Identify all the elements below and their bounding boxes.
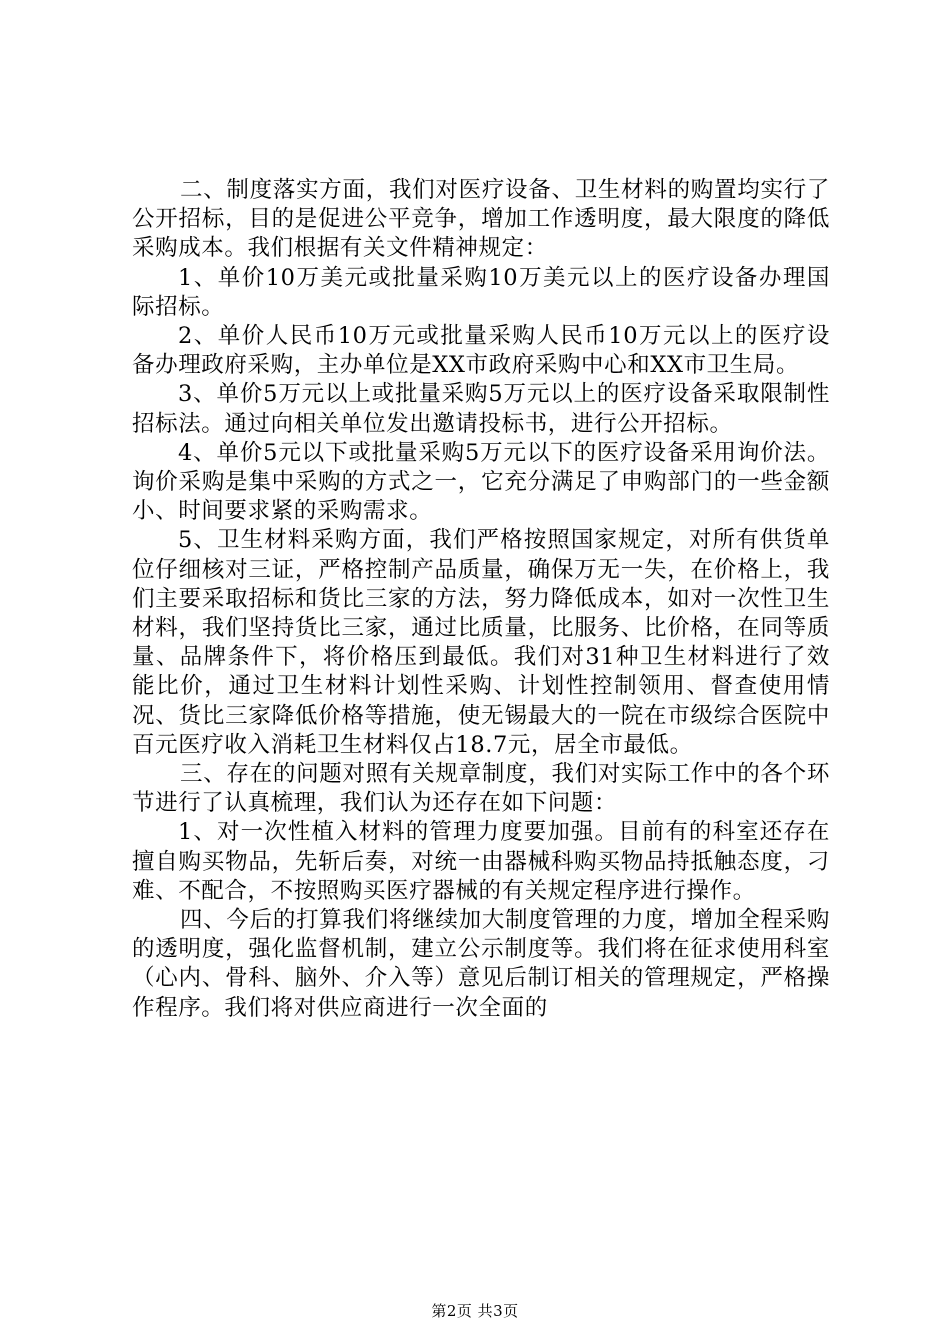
page-number-footer: 第2页 共3页 xyxy=(431,1302,519,1320)
paragraph-item-3: 3、单价5万元以上或批量采购5万元以上的医疗设备采取限制性招标法。通过向相关单位发出邀请投标书，进行公开招标。 xyxy=(132,381,830,437)
paragraph-item-1: 1、单价10万美元或批量采购10万美元以上的医疗设备办理国际招标。 xyxy=(132,264,830,320)
paragraph-item-4: 4、单价5元以下或批量采购5万元以下的医疗设备采用询价法。询价采购是集中采购的方式之一，它充分满足了申购部门的一些金额小、时间要求紧的采购需求。 xyxy=(132,439,830,525)
paragraph-item-2: 2、单价人民币10万元或批量采购人民币10万元以上的医疗设备办理政府采购，主办单位是XX市政府采购中心和XX市卫生局。 xyxy=(132,323,830,379)
paragraph-section-three: 三、存在的问题对照有关规章制度，我们对实际工作中的各个环节进行了认真梳理，我们认为还存在如下问题： xyxy=(132,761,830,817)
document-body xyxy=(132,176,830,1023)
paragraph-section-four: 四、今后的打算我们将继续加大制度管理的力度，增加全程采购的透明度，强化监督机制，建立公示制度等。我们将在征求使用科室（心内、骨科、脑外、介入等）意见后制订相关的管理规定，严格操作程序。我们将对供应商进行一次全面的 xyxy=(132,907,830,1021)
paragraph-section-two: 二、制度落实方面，我们对医疗设备、卫生材料的购置均实行了公开招标，目的是促进公平竞争，增加工作透明度，最大限度的降低采购成本。我们根据有关文件精神规定： xyxy=(132,177,830,262)
paragraph-issue-1: 1、对一次性植入材料的管理力度要加强。目前有的科室还存在擅自购买物品，先斩后奏，对统一由器械科购买物品持抵触态度，刁难、不配合，不按照购买医疗器械的有关规定程序进行操作。 xyxy=(132,819,830,904)
paragraph-item-5: 5、卫生材料采购方面，我们严格按照国家规定，对所有供货单位仔细核对三证，严格控制产品质量，确保万无一失，在价格上，我们主要采取招标和货比三家的方法，努力降低成本，如对一次性卫生材料，我们坚持货比三家，通过比质量，比服务、比价格，在同等质量、品牌条件下，将价格压到最低。我们对31种卫生材料进行了效能比价，通过卫生材料计划性采购、计划性控制领用、督查使用情况、货比三家降低价格等措施，使无锡最大的一院在市级综合医院中百元医疗收入消耗卫生材料仅占18.7元，居全市最低。 xyxy=(132,527,830,758)
